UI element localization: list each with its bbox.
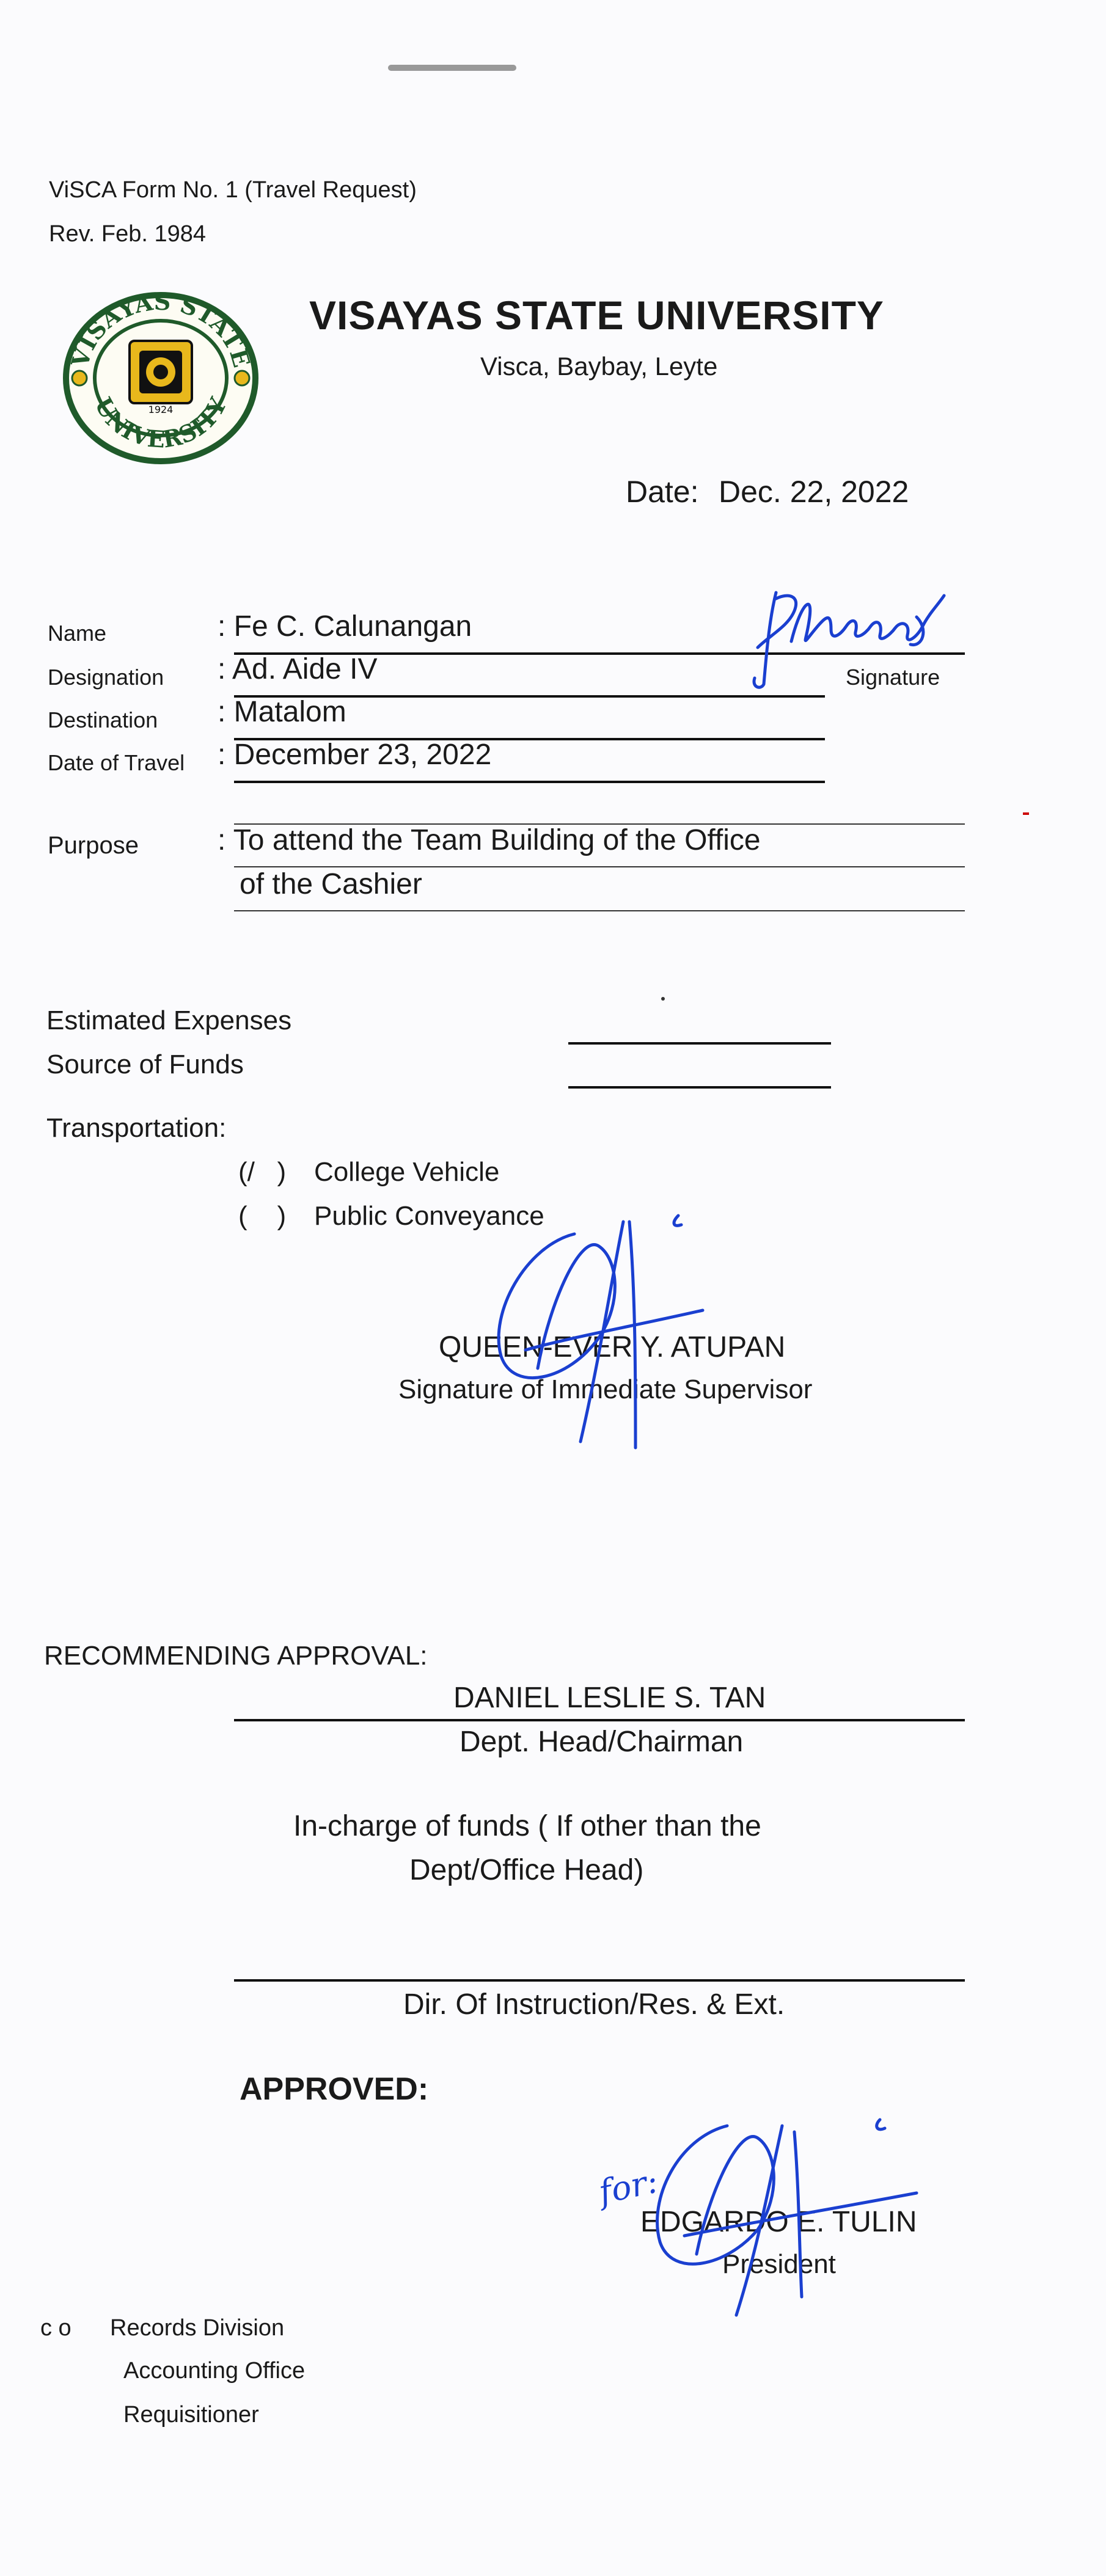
president-signature xyxy=(635,2114,923,2321)
president-name: EDGARDO E. TULIN xyxy=(640,2206,917,2238)
destination-value: : Matalom xyxy=(218,696,346,728)
recommending-approval-label: RECOMMENDING APPROVAL: xyxy=(44,1641,428,1671)
cc-item-records: Records Division xyxy=(110,2315,285,2341)
dept-head-title: Dept. Head/Chairman xyxy=(460,1726,744,1758)
source-of-funds-label: Source of Funds xyxy=(46,1049,244,1079)
incharge-line2: Dept/Office Head) xyxy=(409,1854,644,1886)
name-label: Name xyxy=(48,621,107,646)
signature-label: Signature xyxy=(846,665,940,690)
university-name: VISAYAS STATE UNIVERSITY xyxy=(309,293,884,338)
university-address: Visca, Baybay, Leyte xyxy=(480,352,718,381)
speck xyxy=(661,997,665,1001)
option-college-vehicle-mark: (/ ) xyxy=(238,1157,287,1187)
date-of-travel-label: Date of Travel xyxy=(48,750,185,775)
form-number: ViSCA Form No. 1 (Travel Request) xyxy=(49,177,417,203)
date-value: Dec. 22, 2022 xyxy=(719,475,909,509)
for-note: for: xyxy=(595,2161,662,2212)
estimated-expenses-line xyxy=(568,1042,831,1045)
designation-value: : Ad. Aide IV xyxy=(218,653,378,685)
speck xyxy=(1023,812,1029,815)
purpose-value-line2: of the Cashier xyxy=(240,868,422,900)
purpose-line2 xyxy=(234,910,965,911)
source-of-funds-line xyxy=(568,1086,831,1089)
option-public-conveyance-mark: ( ) xyxy=(238,1201,287,1231)
university-seal xyxy=(62,287,259,464)
incharge-line1: In-charge of funds ( If other than the xyxy=(293,1810,761,1842)
date-of-travel-line xyxy=(234,781,825,783)
cc-item-requisitioner: Requisitioner xyxy=(123,2402,259,2428)
dept-head-name: DANIEL LESLIE S. TAN xyxy=(453,1682,766,1714)
form-revision: Rev. Feb. 1984 xyxy=(49,221,207,247)
purpose-value-line1: : To attend the Team Building of the Office xyxy=(218,824,761,856)
svg-text:1924: 1924 xyxy=(148,404,174,415)
date-label: Date: xyxy=(626,475,699,509)
director-line xyxy=(234,1979,965,1982)
president-title: President xyxy=(722,2249,836,2279)
approved-label: APPROVED: xyxy=(240,2071,429,2107)
purpose-label: Purpose xyxy=(48,832,139,859)
name-value: : Fe C. Calunangan xyxy=(218,610,472,643)
option-college-vehicle-label: College Vehicle xyxy=(314,1157,500,1187)
cc-item-accounting: Accounting Office xyxy=(123,2358,306,2384)
destination-label: Destination xyxy=(48,707,158,732)
cc-label: c o xyxy=(40,2315,71,2341)
director-title: Dir. Of Instruction/Res. & Ext. xyxy=(403,1988,785,2021)
staple-mark xyxy=(388,65,516,71)
supervisor-signature xyxy=(477,1210,709,1454)
supervisor-title: Signature of Immediate Supervisor xyxy=(398,1374,813,1404)
transportation-label: Transportation: xyxy=(46,1113,227,1143)
supervisor-name: QUEEN-EVER Y. ATUPAN xyxy=(439,1331,786,1363)
svg-text:VISAYAS STATE: VISAYAS STATE xyxy=(65,287,256,371)
option-public-conveyance-label: Public Conveyance xyxy=(314,1201,544,1231)
date-of-travel-value: : December 23, 2022 xyxy=(218,739,492,771)
estimated-expenses-label: Estimated Expenses xyxy=(46,1005,292,1035)
svg-text:UNIVERSITY: UNIVERSITY xyxy=(89,392,232,453)
designation-label: Designation xyxy=(48,665,164,690)
dept-head-line xyxy=(234,1719,965,1721)
